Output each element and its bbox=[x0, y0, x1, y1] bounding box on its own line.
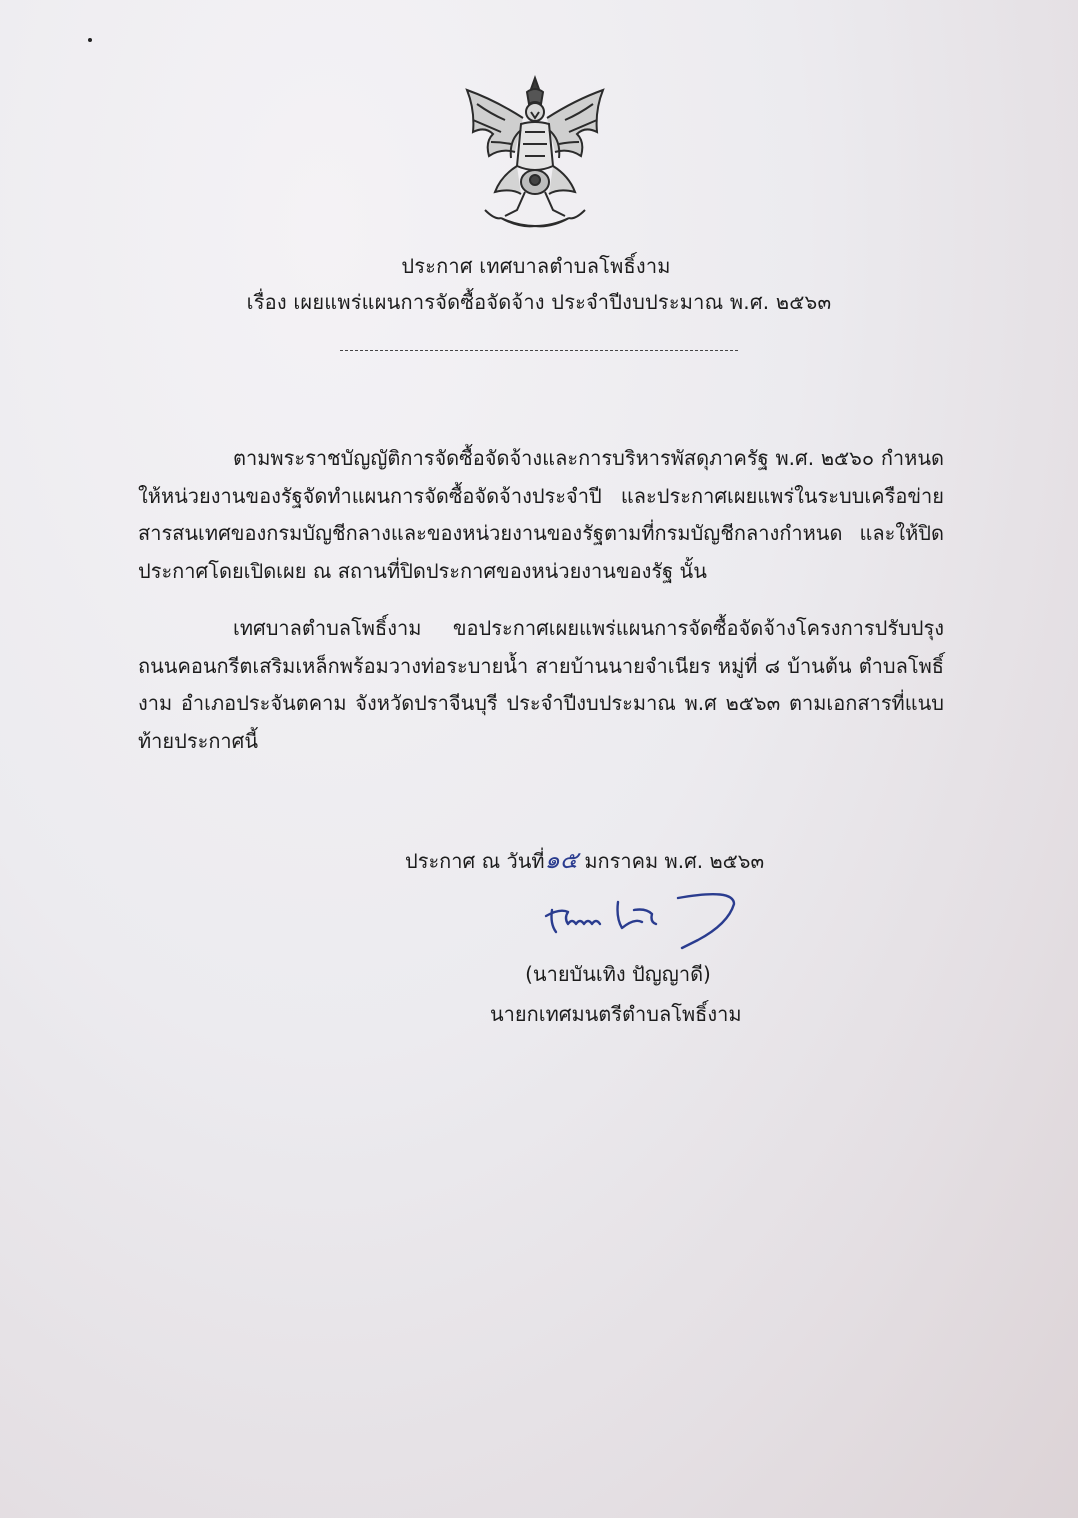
signer-title: นายกเทศมนตรีตำบลโพธิ์งาม bbox=[490, 1002, 742, 1026]
announcement-title: ประกาศ เทศบาลตำบลโพธิ์งาม bbox=[401, 254, 671, 278]
date-suffix: มกราคม พ.ศ. ๒๕๖๓ bbox=[584, 849, 765, 873]
date-line bbox=[405, 840, 764, 879]
signature-mark bbox=[538, 888, 748, 958]
handwritten-day: ๑๕ bbox=[544, 846, 578, 874]
dashed-divider bbox=[340, 350, 738, 351]
date-prefix: ประกาศ ณ วันที่ bbox=[405, 849, 545, 873]
body-paragraph-1: ตามพระราชบัญญัติการจัดซื้อจัดจ้างและการบริหารพัสดุภาครัฐ พ.ศ. ๒๕๖๐ กำหนดให้หน่วยงานของรัฐจัดทำแผนการจัดซื้อจัดจ้างประจำปี และประกาศเผยแพร่ในระบบเครือข่ายสารสนเทศของกรมบัญชีกลางและของหน่วยงานของรัฐตามที่กรมบัญชีกลางกำหนด และให้ปิดประกาศโดยเปิดเผย ณ สถานที่ปิดประกาศของหน่วยงานของรัฐ นั้น bbox=[138, 446, 944, 583]
body-paragraph-2: เทศบาลตำบลโพธิ์งาม ขอประกาศเผยแพร่แผนการจัดซื้อจัดจ้างโครงการปรับปรุงถนนคอนกรีตเสริมเหล็กพร้อมวางท่อระบายน้ำ สายบ้านนายจำเนียร หมู่ที่ ๘ บ้านต้น ตำบลโพธิ์งาม อำเภอประจันตคาม จังหวัดปราจีนบุรี ประจำปีงบประมาณ พ.ศ ๒๕๖๓ ตามเอกสารที่แนบท้ายประกาศนี้ bbox=[138, 616, 944, 753]
announcement-subject: เรื่อง เผยแพร่แผนการจัดซื้อจัดจ้าง ประจำปีงบประมาณ พ.ศ. ๒๕๖๓ bbox=[246, 290, 832, 314]
paper-speck bbox=[88, 38, 92, 42]
signer-name: (นายบันเทิง ปัญญาดี) bbox=[525, 962, 711, 986]
garuda-emblem-icon bbox=[455, 70, 615, 235]
